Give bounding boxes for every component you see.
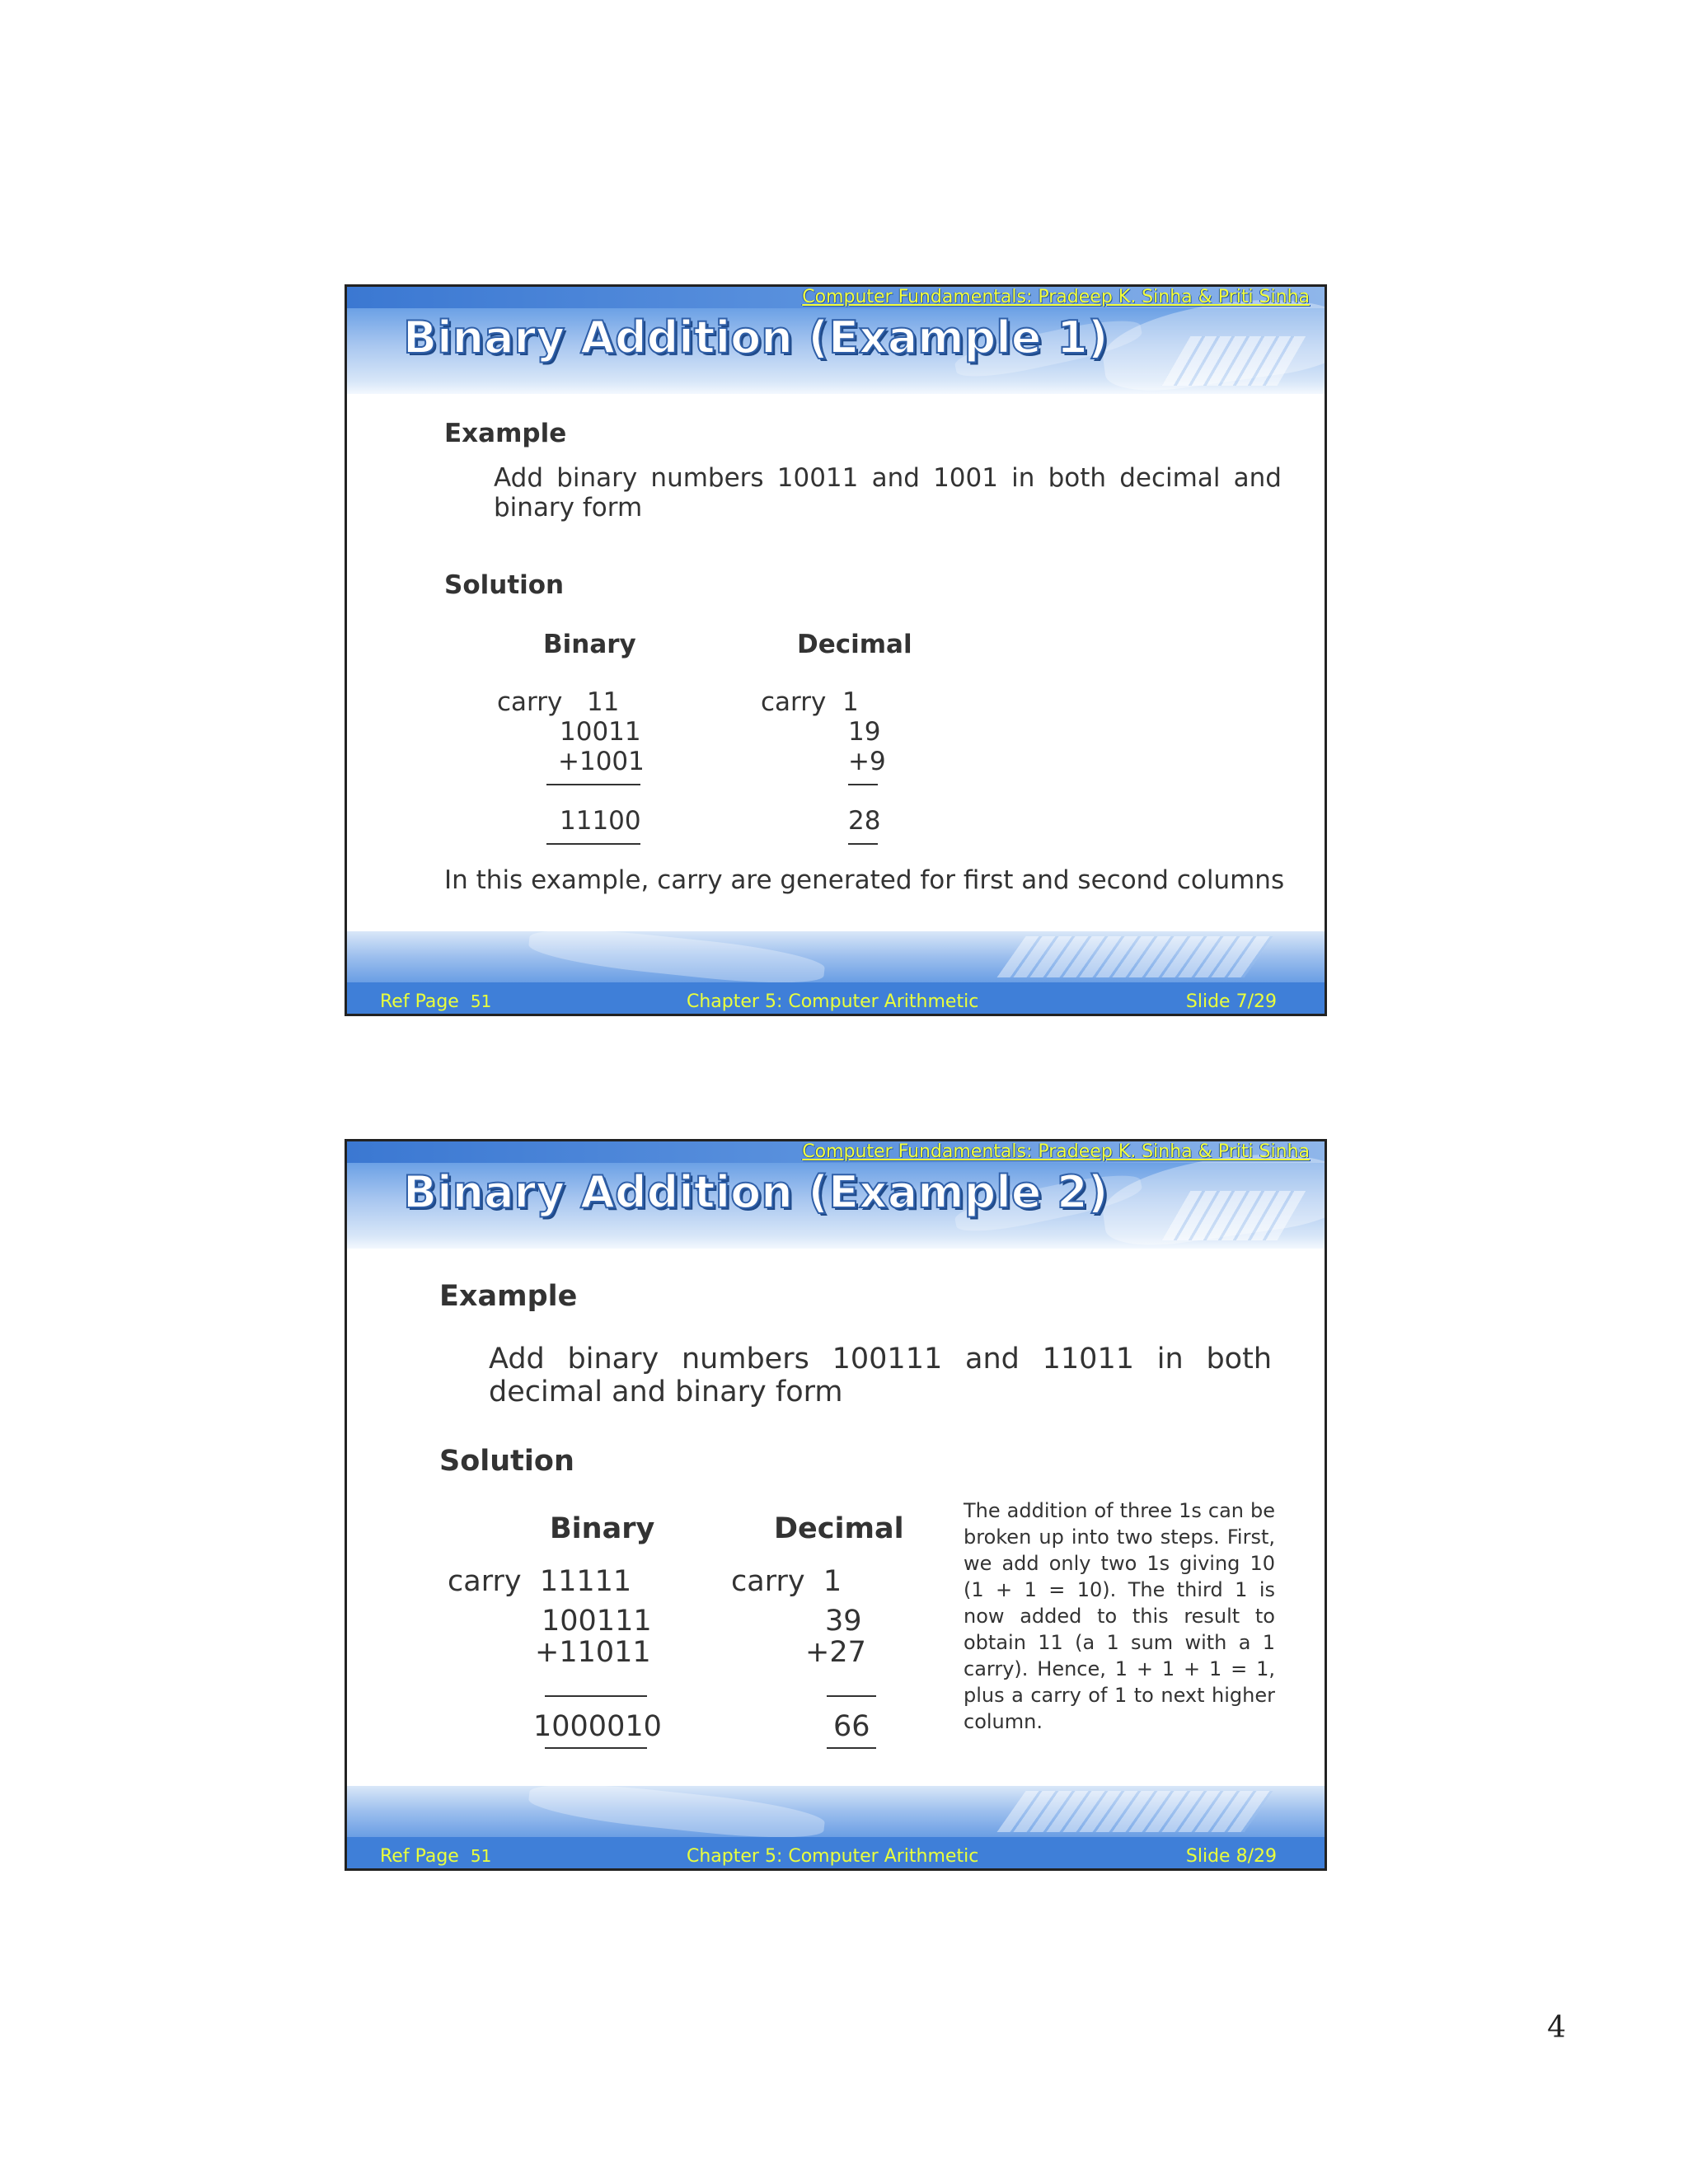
decimal-heading: Decimal	[797, 630, 912, 659]
sum-rule	[546, 843, 640, 845]
sum-rule	[545, 1747, 647, 1749]
example-text: Add binary numbers 100111 and 11011 in both decimal and binary form	[489, 1343, 1272, 1408]
ref-page-number: 51	[470, 1846, 492, 1866]
decimal-result: 28	[848, 806, 881, 836]
ref-page-label: Ref Page	[380, 991, 459, 1012]
binary-heading: Binary	[550, 1512, 655, 1545]
slide-title: Binary Addition (Example 1)	[403, 312, 1109, 363]
binary-operand-1: 100111	[542, 1605, 652, 1638]
keyboard-decoration	[996, 936, 1273, 977]
decimal-result: 66	[833, 1710, 870, 1743]
slide-number: Slide 8/29	[1185, 1846, 1277, 1867]
conclusion-text: In this example, carry are generated for first and second columns	[444, 865, 1285, 895]
binary-heading: Binary	[543, 630, 636, 659]
author-credit: Computer Fundamentals: Pradeep K. Sinha & Priti Sinha	[802, 1141, 1310, 1162]
slide-7	[345, 284, 1327, 1016]
sum-rule	[827, 1695, 876, 1697]
decimal-operand-2: +9	[848, 747, 886, 776]
sum-rule	[827, 1747, 876, 1749]
example-heading: Example	[444, 419, 567, 448]
ref-page	[380, 991, 491, 1012]
explanation-note: The addition of three 1s can be broken up into two steps. First, we add only two 1s giving 10 (1 + 1 = 10). The third 1 is now added to this result to obtain 11 (a 1 sum with a 1 carry). Hence, 1 + 1 + 1 = 1, plus a carry of 1 to next higher column.	[964, 1499, 1275, 1733]
author-credit: Computer Fundamentals: Pradeep K. Sinha & Priti Sinha	[802, 287, 1310, 307]
example-text: Add binary numbers 10011 and 1001 in both decimal and binary form	[494, 463, 1282, 523]
ref-page-label: Ref Page	[380, 1846, 459, 1867]
sum-rule	[546, 784, 640, 785]
page-number: 4	[1547, 2011, 1566, 2045]
ref-page-number: 51	[470, 991, 492, 1011]
decimal-operand-1: 19	[848, 717, 881, 747]
slide-number: Slide 7/29	[1185, 991, 1277, 1012]
sum-rule	[545, 1695, 647, 1697]
footer-decoration	[528, 931, 827, 991]
chapter-label: Chapter 5: Computer Arithmetic	[687, 1846, 979, 1867]
slide-footer	[347, 931, 1325, 1014]
example-heading: Example	[439, 1280, 578, 1313]
binary-operand-2: +11011	[535, 1636, 651, 1669]
binary-result: 11100	[560, 806, 641, 836]
slide-8	[345, 1139, 1327, 1871]
footer-decoration	[528, 1786, 827, 1845]
slide-header	[347, 1141, 1325, 1249]
decimal-operand-1: 39	[825, 1605, 862, 1638]
decimal-carry: carry 1	[761, 687, 859, 717]
binary-operand-1: 10011	[560, 717, 641, 747]
keyboard-decoration	[996, 1791, 1273, 1832]
binary-operand-2: +1001	[558, 747, 645, 776]
slide-header	[347, 287, 1325, 394]
binary-carry: carry 11	[497, 687, 620, 717]
sum-rule	[848, 784, 878, 785]
solution-heading: Solution	[439, 1445, 574, 1478]
binary-carry: carry 11111	[448, 1565, 632, 1598]
ref-page	[380, 1846, 491, 1867]
binary-result: 1000010	[533, 1710, 662, 1743]
chapter-label: Chapter 5: Computer Arithmetic	[687, 991, 979, 1012]
decimal-operand-2: +27	[805, 1636, 866, 1669]
decimal-heading: Decimal	[774, 1512, 904, 1545]
slide-footer	[347, 1786, 1325, 1868]
decimal-carry: carry 1	[731, 1565, 842, 1598]
sum-rule	[848, 843, 878, 845]
solution-heading: Solution	[444, 570, 565, 600]
slide-title: Binary Addition (Example 2)	[403, 1166, 1109, 1218]
